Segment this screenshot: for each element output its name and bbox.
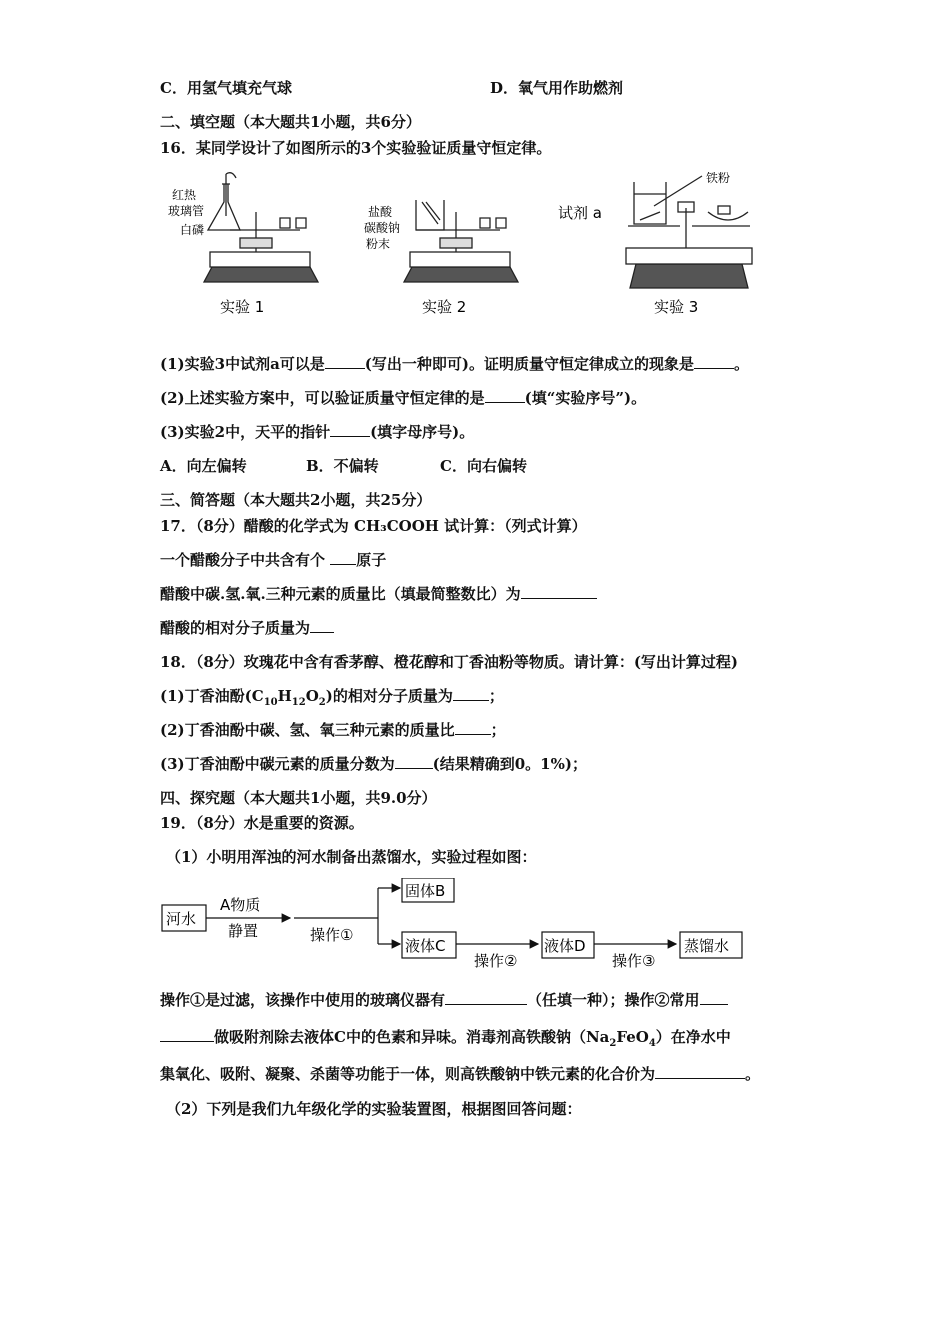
section2-title: 二、填空题（本大题共1小题，共6分） — [160, 113, 421, 131]
q19-t2-blank[interactable] — [160, 1027, 214, 1042]
q19-t1-text-b: （任填一种）；操作②常用 — [527, 991, 700, 1009]
q18-p2-text-b: ； — [490, 721, 506, 739]
sodium-ferrate-formula: $Na_2FeO_4$ — [585, 1028, 656, 1049]
q19-part1: （1）小明用浑浊的河水制备出蒸馏水，实验过程如图： — [166, 848, 537, 866]
flow-op2: 操作② — [474, 952, 518, 970]
q16-part2 — [160, 388, 646, 408]
exp2-caption: 实验 2 — [422, 298, 467, 316]
flow-solid-b: 固体B — [405, 882, 446, 900]
q18-p1-blank[interactable] — [453, 686, 489, 701]
q19-t2-text-a: 做吸附剂除去液体C中的色素和异味。消毒剂高铁酸钠（ — [214, 1028, 586, 1046]
experiment-1-apparatus — [204, 173, 318, 282]
q19-part2: （2）下列是我们九年级化学的实验装置图，根据图回答问题： — [166, 1100, 582, 1118]
flow-diagram-svg — [160, 878, 760, 978]
q16-part3 — [160, 422, 474, 442]
q16-p1-blank-2[interactable] — [694, 354, 734, 369]
q19-text2 — [160, 1027, 731, 1054]
q17-l3-text: 醋酸的相对分子质量为 — [160, 619, 311, 637]
q17-l1-text-b: 原子 — [356, 551, 387, 569]
q18-p1-text-b: )的相对分子质量为 — [325, 687, 453, 705]
exp1-label-tube: 玻璃管 — [168, 204, 205, 218]
q18-p3-blank[interactable] — [395, 754, 433, 769]
q19-t3-blank[interactable] — [655, 1064, 745, 1079]
q16-p1-text-b: (写出一种即可)。证明质量守恒定律成立的现象是 — [364, 355, 694, 373]
q17-stem: 17．（8分）醋酸的化学式为 CH₃COOH 试计算：（列式计算） — [160, 517, 587, 535]
q17-l1-blank[interactable] — [330, 550, 356, 565]
exp2-label-carbonate: 碳酸钠 — [364, 221, 401, 235]
q16-part1 — [160, 354, 749, 374]
flow-agent-bottom: 静置 — [228, 922, 259, 940]
exp1-label-phosphorus: 白磷 — [180, 223, 205, 237]
q16-p3-text-b: (填字母序号)。 — [370, 423, 475, 441]
q18-part2 — [160, 720, 506, 740]
q15-option-d: D．氧气用作助燃剂 — [490, 79, 624, 97]
q17-line2 — [160, 584, 597, 604]
balance-diagrams — [160, 172, 780, 322]
flow-distilled: 蒸馏水 — [684, 937, 730, 955]
q19-t2-text-b: ）在净水中 — [655, 1028, 731, 1046]
q15-option-c: C．用氢气填充气球 — [160, 79, 292, 97]
q17-l2-text: 醋酸中碳.氢.氧.三种元素的质量比（填最简整数比）为 — [160, 585, 521, 603]
q16-stem: 16．某同学设计了如图所示的3个实验验证质量守恒定律。 — [160, 139, 552, 157]
exp3-caption: 实验 3 — [654, 298, 699, 316]
q19-flow-diagram — [160, 878, 760, 978]
exp1-caption: 实验 1 — [220, 298, 265, 316]
q16-option-b: B．不偏转 — [306, 457, 379, 475]
q16-p3-text-a: (3)实验2中，天平的指针 — [160, 423, 331, 441]
q17-l3-blank[interactable] — [310, 618, 334, 633]
section4-title: 四、探究题（本大题共1小题，共9.0分） — [160, 789, 437, 807]
eugenol-formula: $C_{10}H_{12}O_2$ — [251, 687, 326, 708]
q16-options — [160, 456, 527, 476]
q19-text3 — [160, 1064, 760, 1084]
q16-p1-text-a: (1)实验3中试剂a可以是 — [160, 355, 325, 373]
exp2-label-powder: 粉末 — [366, 237, 391, 251]
experiment-2-apparatus — [404, 200, 518, 282]
q17-line1 — [160, 550, 386, 570]
experiment-3-apparatus — [626, 176, 752, 288]
exp2-label-acid: 盐酸 — [368, 205, 393, 219]
q17-line3 — [160, 618, 334, 638]
q19-t1-text-a: 操作①是过滤，该操作中使用的玻璃仪器有 — [160, 991, 446, 1009]
q19-t1-blank-1[interactable] — [445, 990, 527, 1005]
q19-t3-text-b: 。 — [745, 1065, 761, 1083]
q19-stem: 19．（8分）水是重要的资源。 — [160, 814, 364, 832]
flow-liquid-d: 液体D — [544, 937, 586, 955]
exp3-label-reagent: 试剂 a — [558, 204, 602, 222]
q16-p1-blank-1[interactable] — [325, 354, 365, 369]
q18-p1-text-c: ； — [488, 687, 504, 705]
q19-t1-blank-2[interactable] — [700, 990, 728, 1005]
q18-p2-text-a: (2)丁香油酚中碳、氢、氧三种元素的质量比 — [160, 721, 455, 739]
exp3-label-iron: 铁粉 — [706, 172, 731, 185]
q18-stem: 18．（8分）玫瑰花中含有香茅醇、橙花醇和丁香油粉等物质。请计算：(写出计算过程) — [160, 653, 739, 671]
q17-l2-blank[interactable] — [521, 584, 597, 599]
q19-text1 — [160, 990, 728, 1010]
q16-p2-text-b: (填“实验序号”)。 — [524, 389, 647, 407]
flow-op3: 操作③ — [612, 952, 656, 970]
q16-p2-blank[interactable] — [485, 388, 525, 403]
q19-t3-text-a: 集氧化、吸附、凝聚、杀菌等功能于一体，则高铁酸钠中铁元素的化合价为 — [160, 1065, 656, 1083]
flow-river-label: 河水 — [166, 910, 197, 928]
q16-figures — [160, 172, 780, 322]
q18-p3-text-b: (结果精确到0。1%)； — [432, 755, 587, 773]
q17-l1-text-a: 一个醋酸分子中共含有个 — [160, 551, 331, 569]
q16-p1-text-c: 。 — [734, 355, 750, 373]
q16-option-c: C．向右偏转 — [440, 457, 527, 475]
exp1-label-hot: 红热 — [172, 188, 197, 202]
q18-part3 — [160, 754, 587, 774]
q18-p2-blank[interactable] — [455, 720, 491, 735]
q16-option-a: A．向左偏转 — [160, 457, 247, 475]
q16-p3-blank[interactable] — [330, 422, 370, 437]
q18-p1-text-a: (1)丁香油酚( — [160, 687, 252, 705]
q18-p3-text-a: (3)丁香油酚中碳元素的质量分数为 — [160, 755, 395, 773]
q18-part1 — [160, 686, 504, 713]
section3-title: 三、简答题（本大题共2小题，共25分） — [160, 491, 432, 509]
flow-liquid-c: 液体C — [405, 937, 446, 955]
flow-agent-top: A物质 — [220, 896, 261, 914]
flow-op1: 操作① — [310, 926, 354, 944]
q16-p2-text-a: (2)上述实验方案中，可以验证质量守恒定律的是 — [160, 389, 485, 407]
